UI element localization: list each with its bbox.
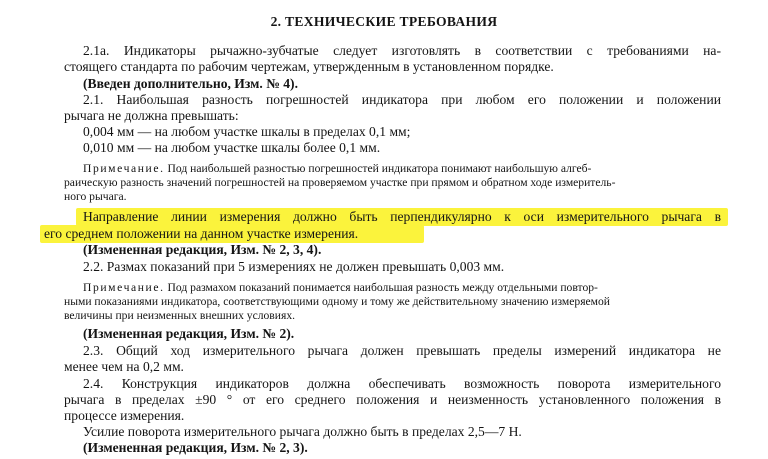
para-2-4-line-3: процессе измерения. (64, 408, 185, 423)
amendment-note-2: (Измененная редакция, Изм. № 2). (83, 326, 295, 341)
amendment-note-2-3-4: (Измененная редакция, Изм. № 2, 3, 4). (83, 242, 322, 257)
para-2-1a-line-2: стоящего стандарта по рабочим чертежам, утвержденным в установленном порядке. (64, 59, 554, 74)
para-2-1a-line-1: 2.1а. Индикаторы рычажно-зубчатые следует изготовлять в соответствии с требованиями на- (83, 43, 721, 58)
note-1-line-1 (83, 162, 591, 176)
para-2-1-line-1: 2.1. Наибольшая разность погрешностей индикатора при любом его положении и положении (83, 92, 721, 107)
highlighted-line-2: его среднем положении на данном участке измерения. (44, 226, 359, 241)
note-label: Примечание. (83, 162, 165, 175)
tolerance-item-1: 0,004 мм — на любом участке шкалы в пределах 0,1 мм; (83, 124, 411, 139)
para-2-4-line-1: 2.4. Конструкция индикаторов должна обеспечивать возможность поворота измерительного (83, 376, 721, 391)
note-2-line-3: величины при неизменных внешних условиях. (64, 309, 296, 322)
tolerance-item-2: 0,010 мм — на любом участке шкалы более 0,1 мм. (83, 140, 381, 155)
note-1-text: Под наибольшей разностью погрешностей индикатора понимают наибольшую алгеб- (167, 162, 592, 175)
note-2-line-1 (83, 281, 598, 295)
amendment-note-2-3: (Измененная редакция, Изм. № 2, 3). (83, 440, 308, 455)
amendment-note-4: (Введен дополнительно, Изм. № 4). (83, 76, 298, 91)
para-2-1-line-2: рычага не должна превышать: (64, 108, 239, 123)
section-heading: 2. ТЕХНИЧЕСКИЕ ТРЕБОВАНИЯ (270, 14, 498, 29)
cropped-previous-line (0, 0, 768, 2)
para-2-4-force: Усилие поворота измерительного рычага должно быть в пределах 2,5—7 Н. (83, 424, 522, 439)
para-2-2: 2.2. Размах показаний при 5 измерениях не должен превышать 0,003 мм. (83, 259, 505, 274)
note-2-line-2: ными показаниями индикатора, соответствующими одному и тому же действительному значению измеряемой (64, 295, 611, 308)
highlighted-line-1: Направление линии измерения должно быть перпендикулярно к оси измерительного рычага в (83, 209, 721, 224)
para-2-3-line-2: менее чем на 0,2 мм. (64, 359, 184, 374)
note-2-text: Под размахом показаний понимается наибольшая разность между отдельными повтор- (167, 281, 598, 294)
para-2-4-line-2: рычага в пределах ±90 ° от его среднего положения и неизменность установленного положения в (64, 392, 721, 407)
para-2-3-line-1: 2.3. Общий ход измерительного рычага должен превышать пределы измерений индикатора не (83, 343, 721, 358)
note-1-line-2: раическую разность значений погрешностей на проверяемом участке при прямом и обратном ходе измеритель- (64, 176, 616, 189)
note-1-line-3: ного рычага. (64, 190, 127, 203)
note-label: Примечание. (83, 281, 165, 294)
